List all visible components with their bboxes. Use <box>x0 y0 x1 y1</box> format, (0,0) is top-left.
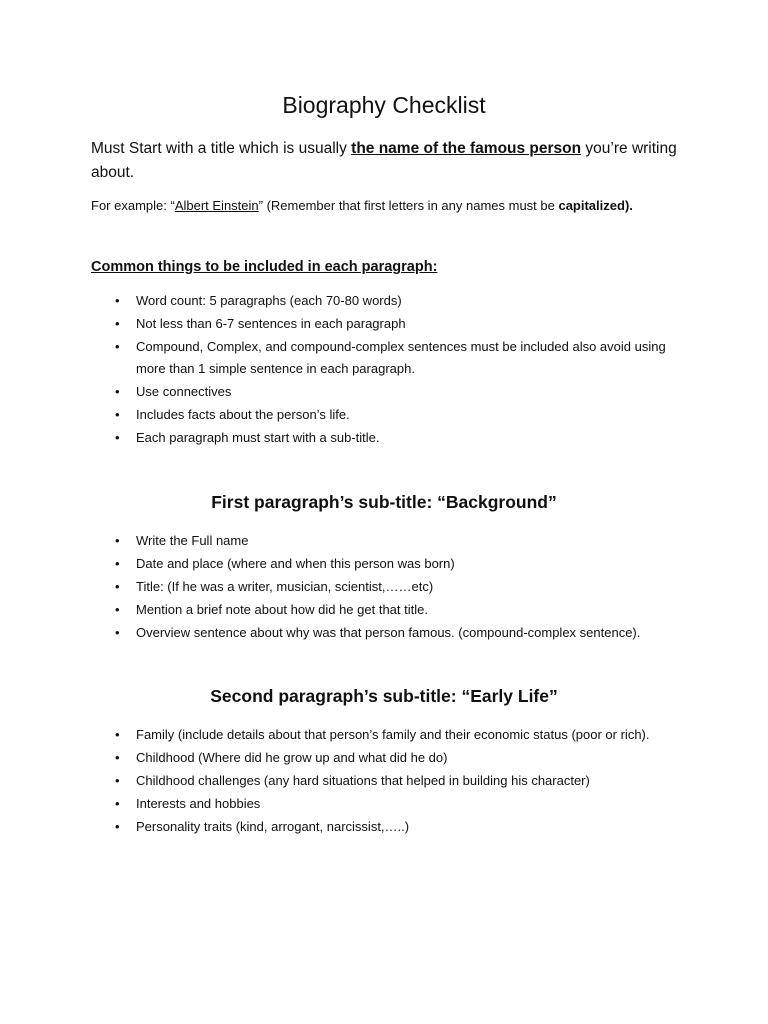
bullet-icon: • <box>115 339 120 354</box>
bullet-icon: • <box>115 429 120 445</box>
bullet-icon: • <box>115 819 120 834</box>
list-item-text: Compound, Complex, and compound-complex sentences must be included also avoid using more than 1 simple sentence in each paragraph. <box>136 339 666 376</box>
list-item-text: Includes facts about the person’s life. <box>136 406 350 422</box>
list-item <box>91 427 681 449</box>
example-paragraph <box>91 196 711 216</box>
intro-paragraph <box>91 137 691 185</box>
bullet-icon: • <box>115 406 120 422</box>
subheading-name: “Early Life” <box>461 686 558 706</box>
list-item-text: Childhood (Where did he grow up and what did he do) <box>136 750 448 765</box>
intro-emphasis: the name of the famous person <box>351 140 582 157</box>
common-heading: Common things to be included in each paragraph: <box>91 259 438 275</box>
list-item-text: Each paragraph must start with a sub-title. <box>136 429 380 445</box>
list-item <box>91 770 681 792</box>
list-item <box>91 747 681 769</box>
list-item-text: Not less than 6-7 sentences in each paragraph <box>136 316 406 331</box>
example-end: ). <box>624 198 633 213</box>
list-item <box>91 724 681 746</box>
list-item <box>91 404 681 426</box>
common-items-list <box>91 290 681 450</box>
background-items-list <box>91 530 681 645</box>
early-life-items-list <box>91 724 681 839</box>
bullet-icon: • <box>115 602 120 617</box>
subheading-name: “Background” <box>437 492 557 512</box>
document-title: Biography Checklist <box>282 92 486 118</box>
list-item <box>91 816 681 838</box>
example-bold-word: capitalized <box>558 198 625 213</box>
list-item-text: Write the Full name <box>136 533 249 548</box>
list-item <box>91 290 681 312</box>
bullet-icon: • <box>115 727 120 742</box>
list-item <box>91 576 681 598</box>
bullet-icon: • <box>115 750 120 765</box>
list-item-text: Use connectives <box>136 383 232 399</box>
list-item-text: Title: (If he was a writer, musician, scientist,……etc) <box>136 579 434 594</box>
list-item-text: Word count: 5 paragraphs (each 70-80 words) <box>136 293 402 308</box>
example-middle: ” (Remember that first letters in any names must be <box>258 198 559 213</box>
list-item <box>91 793 681 815</box>
bullet-icon: • <box>115 773 120 788</box>
list-item <box>91 553 681 575</box>
list-item-text: Date and place (where and when this person was born) <box>136 556 455 571</box>
list-item <box>91 622 681 644</box>
bullet-icon: • <box>115 556 120 571</box>
subheading-label: Second paragraph’s sub-title: <box>210 686 462 706</box>
intro-text-after: you’re writing about. <box>91 140 677 181</box>
example-prefix: For example: “ <box>91 198 175 213</box>
bullet-icon: • <box>115 293 120 308</box>
list-item-text: Interests and hobbies <box>136 796 261 811</box>
list-item <box>91 381 681 403</box>
list-item <box>91 530 681 552</box>
bullet-icon: • <box>115 383 120 399</box>
bullet-icon: • <box>115 625 120 640</box>
list-item-text: Childhood challenges (any hard situations that helped in building his character) <box>136 773 590 788</box>
list-item-text: Personality traits (kind, arrogant, narcissist,…..) <box>136 819 410 834</box>
subheading-label: First paragraph’s sub-title: <box>211 492 438 512</box>
list-item <box>91 336 681 379</box>
example-name: Albert Einstein <box>174 198 259 213</box>
list-item <box>91 599 681 621</box>
bullet-icon: • <box>115 579 120 594</box>
list-item <box>91 313 681 335</box>
list-item-text: Family (include details about that person’s family and their economic status (poor or rich). <box>136 727 650 742</box>
intro-text-before: Must Start with a title which is usually <box>91 140 352 157</box>
second-paragraph-subheading <box>0 686 768 707</box>
first-paragraph-subheading <box>0 492 768 513</box>
list-item-text: Overview sentence about why was that person famous. (compound-complex sentence). <box>136 625 641 640</box>
bullet-icon: • <box>115 316 120 331</box>
bullet-icon: • <box>115 796 120 811</box>
list-item-text: Mention a brief note about how did he get that title. <box>136 602 428 617</box>
bullet-icon: • <box>115 533 120 548</box>
